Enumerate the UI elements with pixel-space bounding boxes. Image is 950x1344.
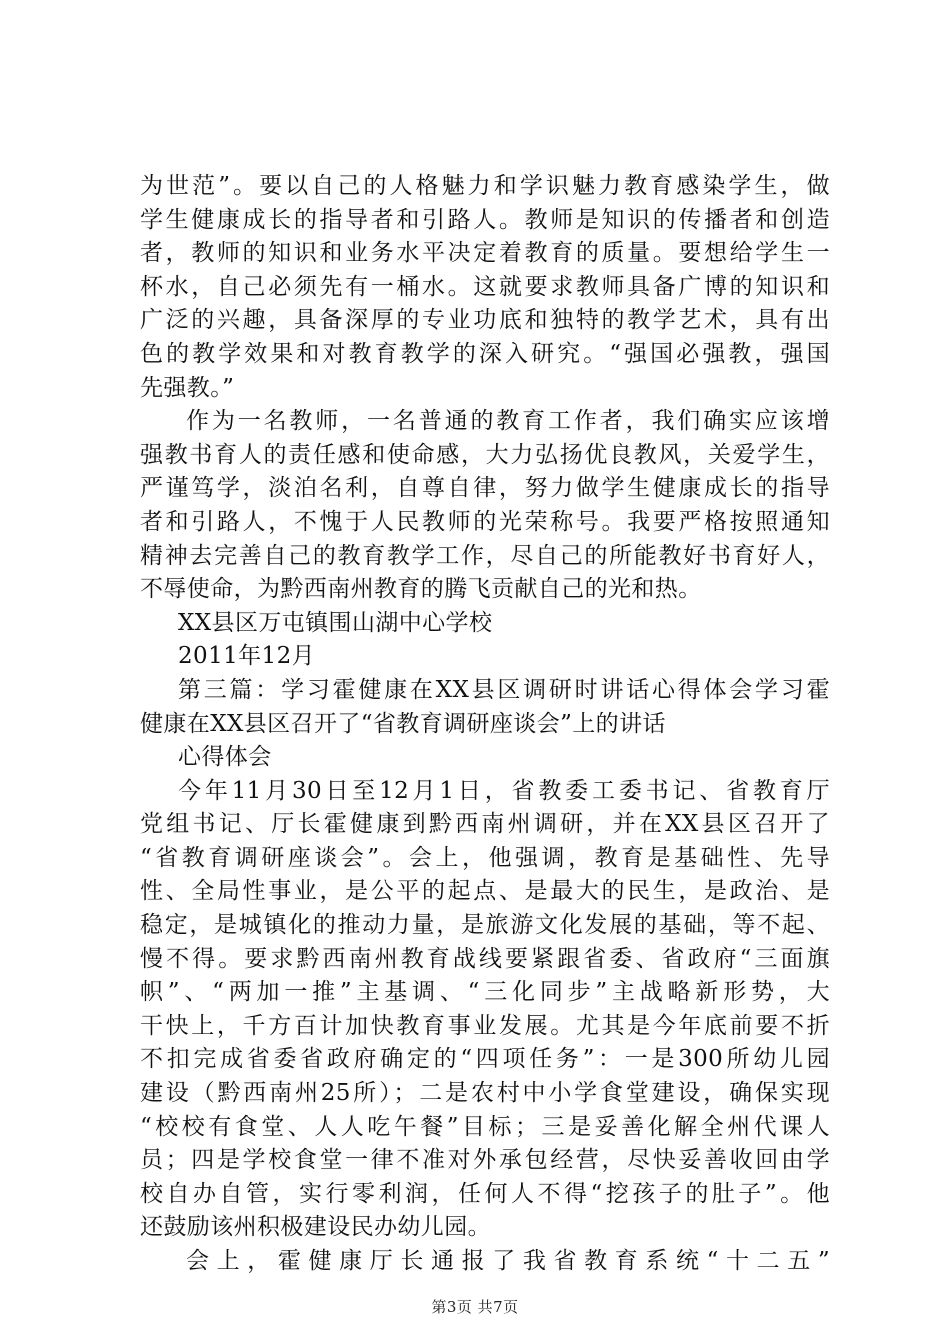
text-line: 不扣完成省委省政府确定的“四项任务”：一是300所幼儿园 (140, 1046, 830, 1073)
page-number-footer: 第3页 共7页 (431, 1298, 519, 1316)
text-line: 广泛的兴趣，具备深厚的专业功底和独特的教学艺术，具有出 (140, 307, 830, 334)
text-line: 强教书育人的责任感和使命感，大力弘扬优良教风，关爱学生， (140, 441, 830, 468)
text-line: 不辱使命，为黔西南州教育的腾飞贡献自己的光和热。 (140, 576, 702, 603)
text-line: 慢不得。要求黔西南州教育战线要紧跟省委、省政府“三面旗 (140, 945, 830, 972)
text-line: 党组书记、厅长霍健康到黔西南州调研，并在XX县区召开了 (140, 811, 830, 838)
text-line: 者，教师的知识和业务水平决定着教育的质量。要想给学生一 (140, 240, 830, 267)
text-line: 精神去完善自己的教育教学工作，尽自己的所能教好书育好人， (140, 542, 830, 569)
text-line: 干快上，千方百计加快教育事业发展。尤其是今年底前要不折 (140, 1012, 830, 1039)
text-line: “校校有食堂、人人吃午餐”目标；三是妥善化解全州代课人 (140, 1113, 830, 1140)
text-line: 帜”、“两加一推”主基调、“三化同步”主战略新形势，大 (140, 979, 830, 1006)
section-heading-continued: 健康在XX县区召开了“省教育调研座谈会”上的讲话 (140, 710, 666, 737)
text-line: 作为一名教师，一名普通的教育工作者，我们确实应该增 (186, 408, 830, 435)
text-line: 学生健康成长的指导者和引路人。教师是知识的传播者和创造 (140, 206, 830, 233)
text-line: 建设（黔西南州25所）；二是农村中小学食堂建设，确保实现 (140, 1080, 830, 1107)
text-line: “省教育调研座谈会”。会上，他强调，教育是基础性、先导 (140, 844, 830, 871)
section-heading: 第三篇：学习霍健康在XX县区调研时讲话心得体会学习霍 (178, 676, 830, 703)
text-line: 稳定，是城镇化的推动力量，是旅游文化发展的基础，等不起、 (140, 912, 830, 939)
document-body (140, 170, 830, 1279)
section-subheading: 心得体会 (178, 744, 272, 771)
text-line: 还鼓励该州积极建设民办幼儿园。 (140, 1214, 491, 1241)
text-line: 今年11月30日至12月1日，省教委工委书记、省教育厅 (178, 777, 830, 804)
text-line: 严谨笃学，淡泊名利，自尊自律，努力做学生健康成长的指导 (140, 475, 830, 502)
text-line: 先强教。” (140, 374, 235, 401)
text-line: 为世范”。要以自己的人格魅力和学识魅力教育感染学生，做 (140, 173, 830, 199)
text-line: 员；四是学校食堂一律不准对外承包经营，尽快妥善收回由学 (140, 1147, 830, 1174)
text-line: 会上，霍健康厅长通报了我省教育系统“十二五” (186, 1248, 830, 1274)
text-line: 者和引路人，不愧于人民教师的光荣称号。我要严格按照通知 (140, 508, 830, 535)
document-date: 2011年12月 (178, 643, 315, 670)
text-line: 色的教学效果和对教育教学的深入研究。“强国必强教，强国 (140, 340, 830, 367)
text-line: 性、全局性事业，是公平的起点、是最大的民生，是政治、是 (140, 878, 830, 905)
school-name: XX县区万屯镇围山湖中心学校 (178, 609, 493, 636)
text-line: 杯水，自己必须先有一桶水。这就要求教师具备广博的知识和 (140, 273, 830, 300)
text-line: 校自办自管，实行零利润，任何人不得“挖孩子的肚子”。他 (140, 1180, 830, 1207)
